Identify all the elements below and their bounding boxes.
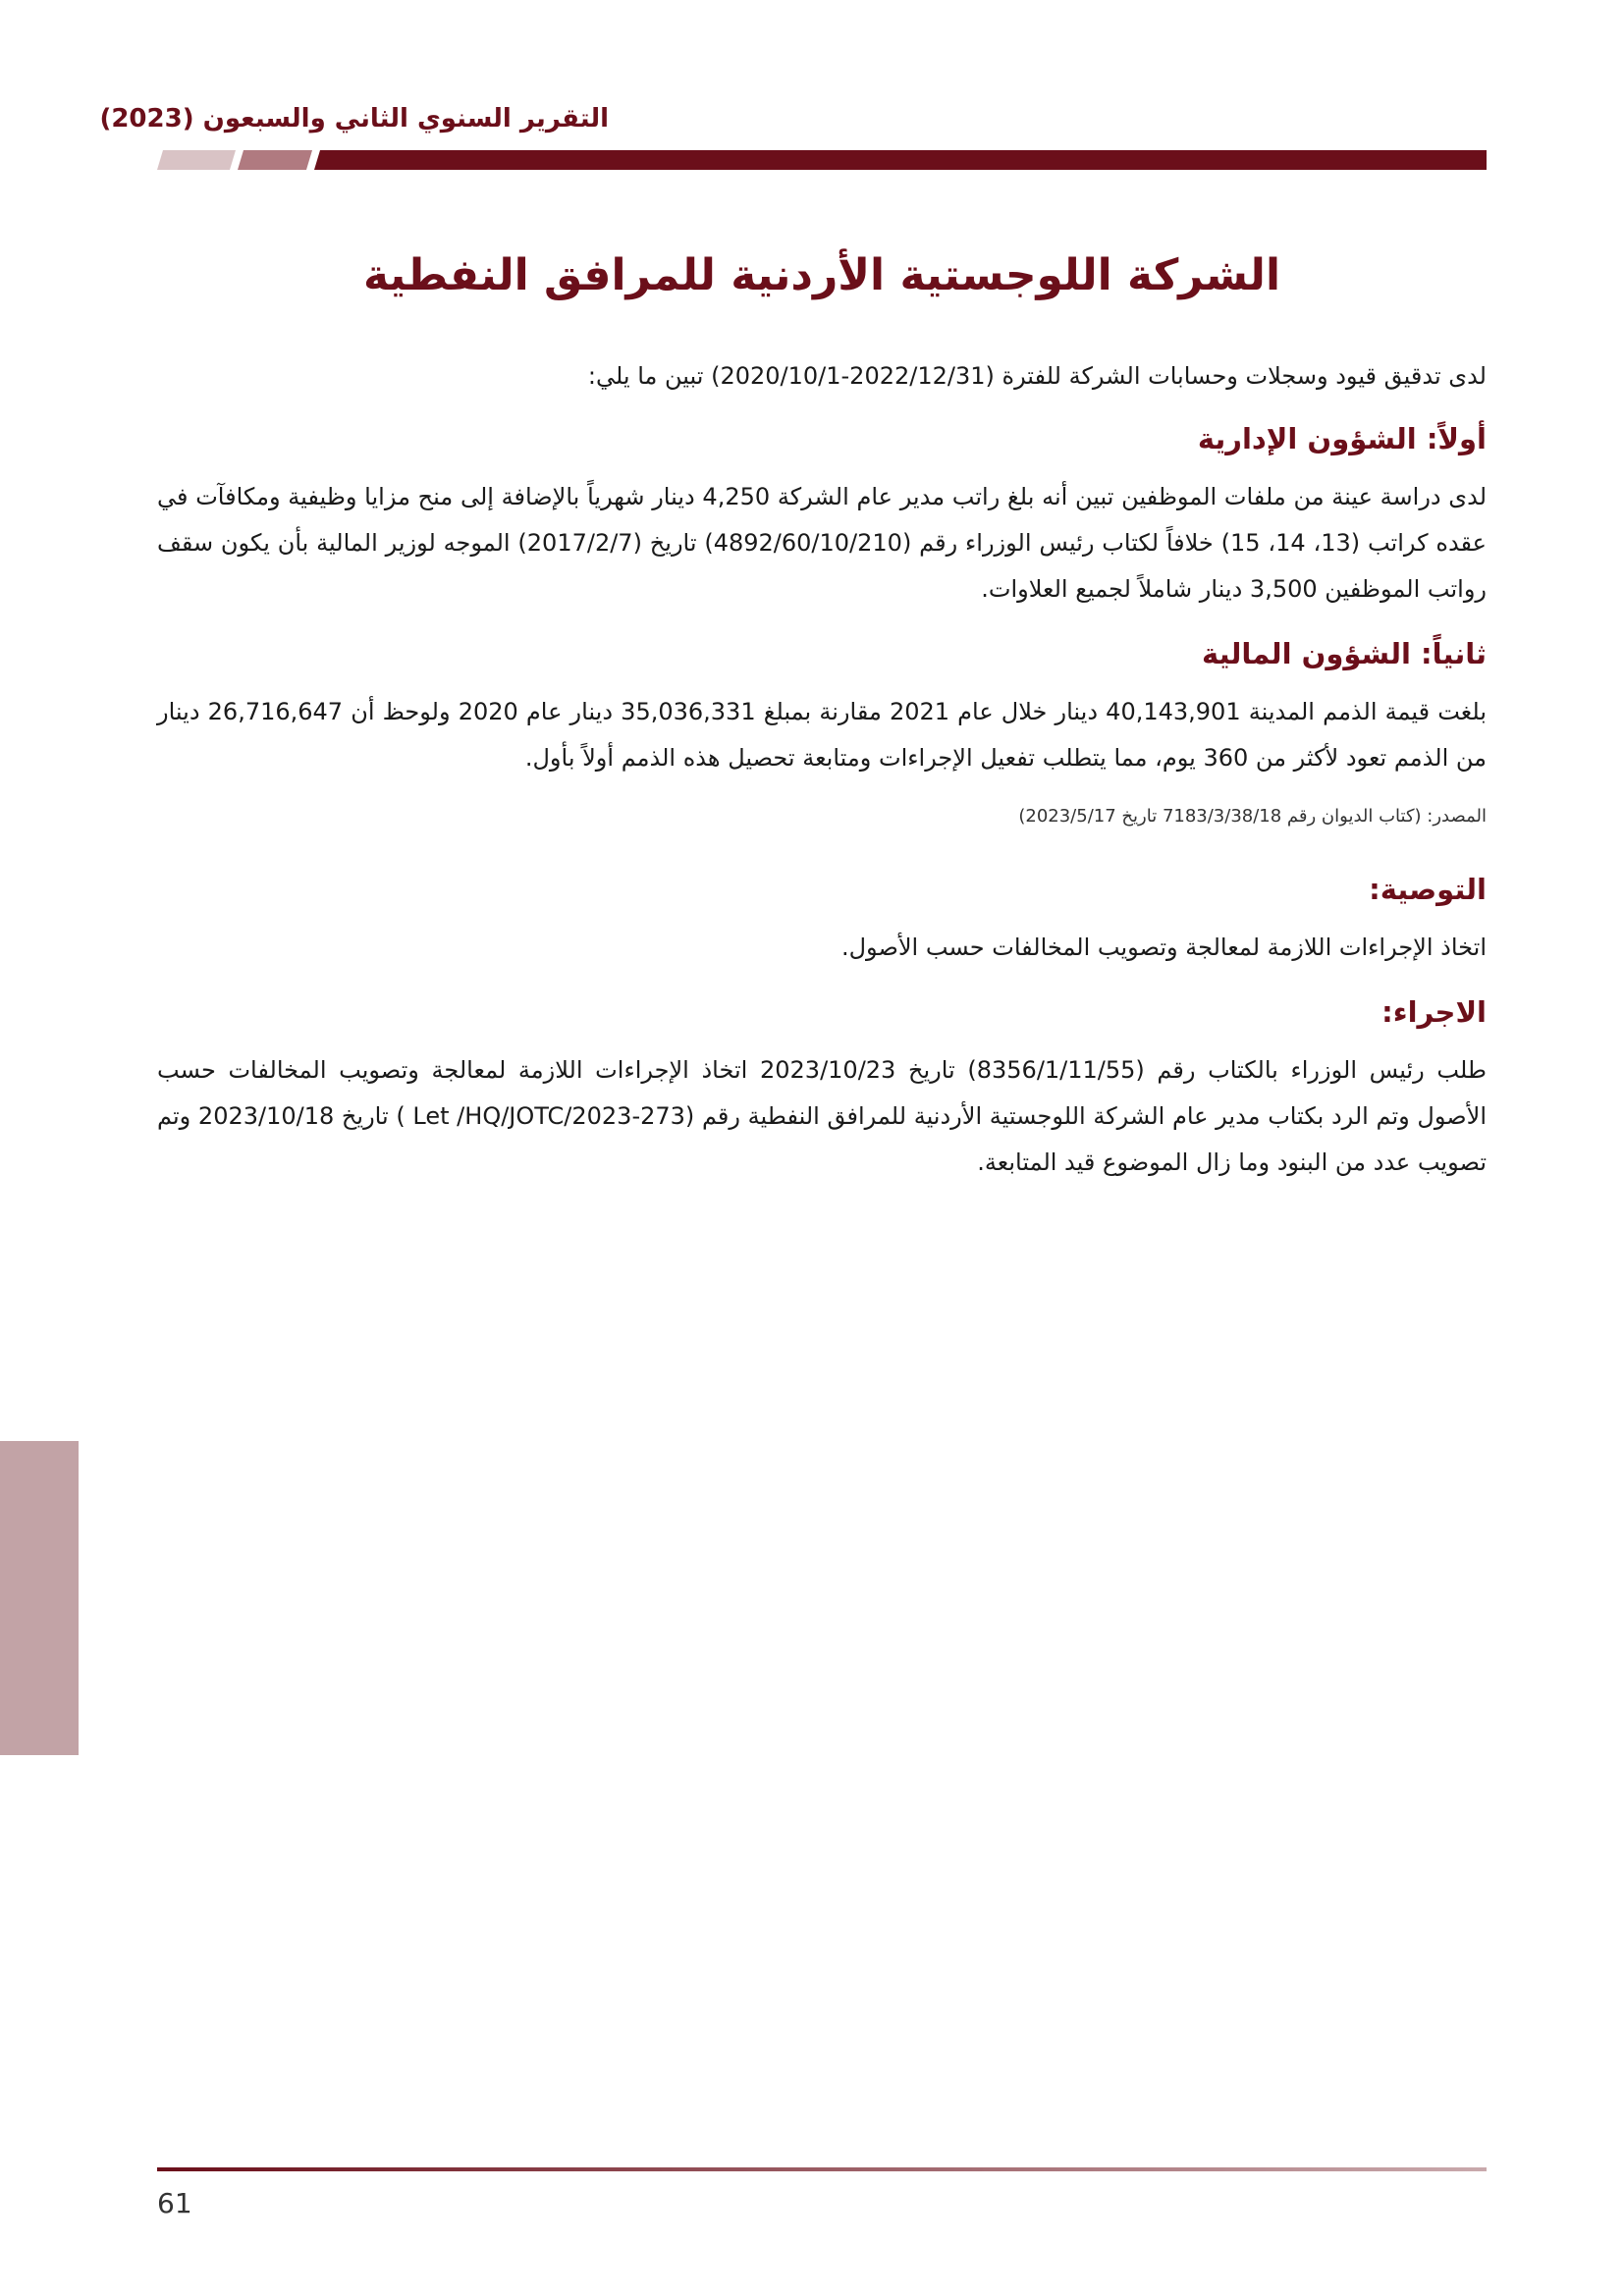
admin-affairs-heading: أولاً: الشؤون الإدارية	[1197, 422, 1487, 455]
source-citation: المصدر: (كتاب الديوان رقم 7183/3/38/18 تاريخ 2023/5/17)	[1018, 806, 1487, 827]
action-heading-text: الاجراء	[1392, 995, 1487, 1029]
action-text: طلب رئيس الوزراء بالكتاب رقم (8356/1/11/55) تاريخ 2023/10/23 اتخاذ الإجراءات اللازمة لمعالجة وتصويب المخالفات حسب الأصول وتم الرد بكتاب مدير عام الشركة اللوجستية الأردنية للمرافق النفطية رقم (Let /HQ/JOTC/2023-273 ) تاريخ 2023/10/18 وتم تصويب عدد من البنود وما زال الموضوع قيد المتابعة.	[157, 1056, 1488, 1176]
recommendation-heading	[157, 868, 1487, 911]
document-body	[157, 353, 1487, 1205]
financial-affairs-heading: ثانياً: الشؤون المالية	[1202, 637, 1487, 670]
action-heading-colon: :	[1381, 995, 1393, 1029]
intro-paragraph: لدى تدقيق قيود وسجلات وحسابات الشركة للفترة (2022/12/31-2020/10/1) تبين ما يلي:	[587, 362, 1487, 390]
page-number: 61	[157, 2187, 192, 2219]
header-bar-mid-segment	[238, 150, 312, 170]
header-bar-dark-segment	[314, 150, 1487, 170]
header-bar-light-segment	[157, 150, 236, 170]
header-decorative-bar	[157, 150, 1487, 170]
report-header-title: التقرير السنوي الثاني والسبعون (2023)	[99, 104, 609, 133]
footer-divider	[157, 2167, 1487, 2171]
side-color-tab	[0, 1441, 79, 1755]
financial-affairs-paragraph: بلغت قيمة الذمم المدينة 40,143,901 دينار خلال عام 2021 مقارنة بمبلغ 35,036,331 دينار عام 2020 ولوحظ أن 26,716,647 دينار من الذمم تعود لأكثر من 360 يوم، مما يتطلب تفعيل الإجراءات ومتابعة تحصيل هذه الذمم أولاً بأول.	[157, 698, 1487, 772]
recommendation-text: اتخاذ الإجراءات اللازمة لمعالجة وتصويب المخالفات حسب الأصول.	[840, 934, 1487, 961]
recommendation-heading-colon: :	[1369, 873, 1380, 906]
action-heading	[157, 990, 1487, 1034]
admin-affairs-paragraph: لدى دراسة عينة من ملفات الموظفين تبين أنه بلغ راتب مدير عام الشركة 4,250 دينار شهرياً بالإضافة إلى منح مزايا وظيفية ومكافآت في عقده كراتب (13، 14، 15) خلافاً لكتاب رئيس الوزراء رقم (4892/60/10/210) تاريخ (2017/2/7) الموجه لوزير المالية بأن يكون سقف رواتب الموظفين 3,500 دينار شاملاً لجميع العلاوات.	[157, 483, 1488, 603]
recommendation-heading-text: التوصية	[1380, 873, 1487, 906]
page-title: الشركة اللوجستية الأردنية للمرافق النفطية	[362, 250, 1281, 300]
